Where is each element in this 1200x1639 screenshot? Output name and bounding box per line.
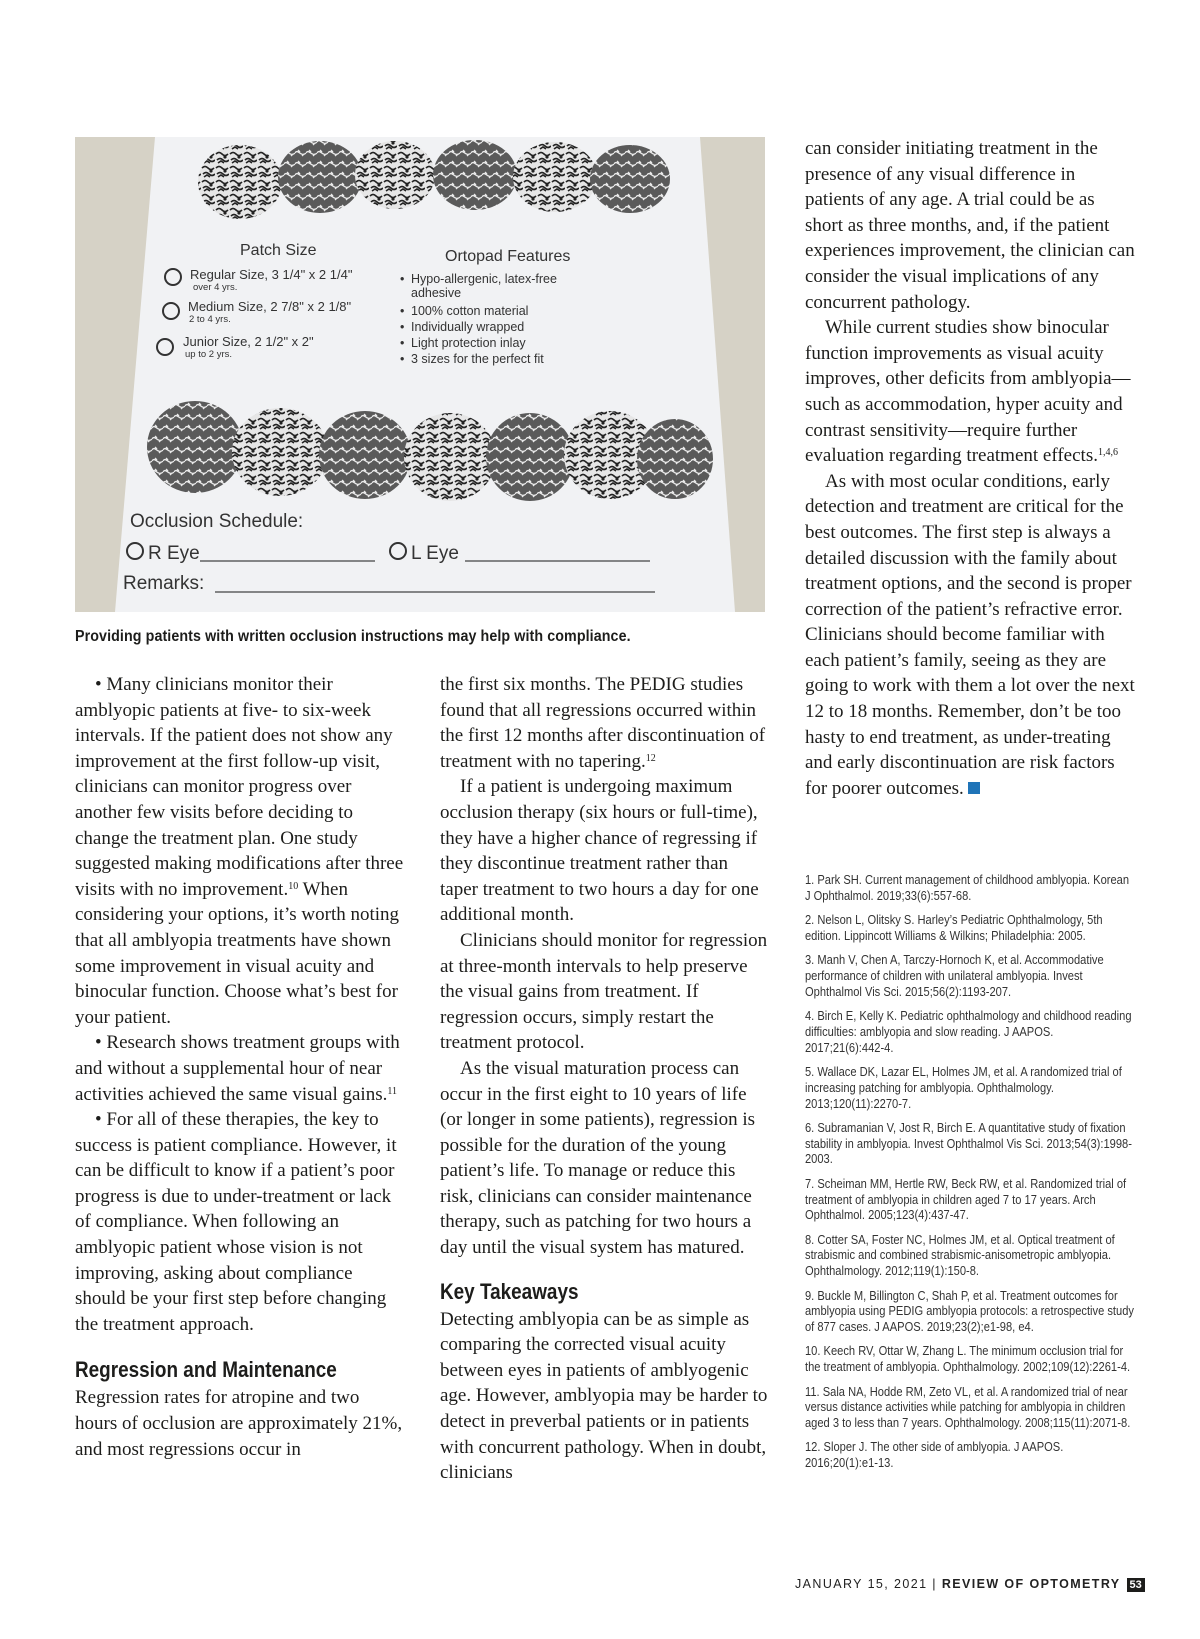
l-eye-label: L Eye: [411, 543, 459, 564]
feature-item: 3 sizes for the perfect fit: [411, 352, 544, 366]
footer-date: JANUARY 15, 2021 |: [795, 1577, 942, 1591]
paragraph: [75, 672, 405, 1030]
paragraph: If a patient is undergoing maximum occlusion therapy (six hours or full-time), they have a higher chance of regressing if they discontinue treatment rather than taper treatment to two hours a day for one additional month.: [440, 776, 759, 926]
feature-item: Individually wrapped: [411, 320, 525, 334]
feature-bullet: •: [400, 320, 405, 334]
paragraph: can consider initiating treatment in the presence of any visual difference in patients of any age. A trial could be as short as three months, and, if the patient experiences improvement, the clinician can consider the visual implications of any concurrent pathology.: [805, 138, 1135, 313]
citation: 1,4,6: [1097, 447, 1118, 459]
paragraph-text: • Many clinicians monitor their amblyopic patients at five- to six-week intervals. If the patient does not show any improvement at the first follow-up visit, clinicians can monitor progress over another few visits before deciding to change the treatment plan. One study suggested making modifications after three visits with no improvement.: [75, 674, 404, 900]
feature-bullet: •: [400, 352, 405, 366]
article-column-3: [805, 136, 1135, 801]
size-medium-age: 2 to 4 yrs.: [189, 314, 231, 325]
feature-item: 100% cotton material: [411, 304, 529, 318]
paragraph: • For all of these therapies, the key to success is patient compliance. However, it can be difficult to know if a patient’s poor progress is due to under-treatment or lack of compliance. When following an amblyopic patient whose vision is not improving, asking about compliance should be your first step before changing the treatment approach.: [75, 1109, 397, 1335]
reference-item: 5. Wallace DK, Lazar EL, Holmes JM, et al. A randomized trial of increasing patching for amblyopia. Ophthalmology. 2013;120(11):2270-7.: [805, 1064, 1122, 1111]
article-column-1: [75, 672, 405, 1462]
footer-publication: REVIEW OF OPTOMETRY: [941, 1577, 1121, 1591]
r-eye-label: R Eye: [148, 543, 200, 564]
photo-caption: Providing patients with written occlusion instructions may help with compliance.: [75, 628, 631, 645]
remarks-label: Remarks:: [123, 573, 205, 594]
reference-item: 3. Manh V, Chen A, Tarczy-Hornoch K, et al. Accommodative performance of children with unilateral amblyopia. Invest Ophthalmol Vis Sci. 2015;56(2):1193-207.: [805, 953, 1104, 999]
references-list: [805, 873, 1135, 1481]
feature-bullet: •: [400, 336, 405, 350]
feature-item: Hypo-allergenic, latex-free: [411, 272, 557, 286]
paragraph-text: While current studies show binocular function improvements as visual acuity improves, other deficits from amblyopia—such as accommodation, hyper acuity and contrast sensitivity—require further evaluation regarding treatment effects.: [805, 317, 1131, 467]
size-regular-age: over 4 yrs.: [193, 282, 238, 293]
section-heading-key-takeaways: Key Takeaways: [440, 1278, 579, 1304]
reference-item: 8. Cotter SA, Foster NC, Holmes JM, et al. Optical treatment of strabismic and combined strabismic-anisometropic amblyopia. Ophthalmology. 2012;119(1):150-8.: [805, 1232, 1115, 1279]
reference-item: 11. Sala NA, Hodde RM, Zeto VL, et al. A randomized trial of near versus distance activities while patching for amblyopia in children aged 3 to less than 7 years. Ophthalmology. 2008;115(11):2071-8.: [805, 1384, 1131, 1431]
feature-item: Light protection inlay: [411, 336, 526, 350]
article-column-2: [440, 672, 770, 1486]
size-medium-label: Medium Size, 2 7/8" x 2 1/8": [188, 299, 352, 314]
reference-item: 6. Subramanian V, Jost R, Birch E. A quantitative study of fixation stability in amblyopia. Invest Ophthalmol Vis Sci. 2013;54(3):1998-2003.: [805, 1120, 1132, 1167]
feature-bullet: •: [400, 304, 405, 318]
paragraph-text: the first six months. The PEDIG studies found that all regressions occurred within the first 12 months after discontinuation of treatment with no tapering.: [440, 674, 766, 772]
paragraph: [440, 672, 770, 774]
page-number: 53: [1127, 1578, 1145, 1592]
reference-item: 9. Buckle M, Billington C, Shah P, et al. Treatment outcomes for amblyopia using PEDIG amblyopia protocols: a retrospective study of 877 cases. J AAPOS. 2019;23(2);e1-98, e4.: [805, 1288, 1134, 1335]
reference-item: 1. Park SH. Current management of childhood amblyopia. Korean J Ophthalmol. 2019;33(6):557-68.: [805, 873, 1130, 903]
patch-size-title: Patch Size: [240, 242, 317, 259]
features-title: Ortopad Features: [445, 248, 571, 265]
page-footer: [795, 1577, 1145, 1592]
feature-bullet: •: [400, 272, 405, 286]
citation: 12: [645, 752, 656, 764]
citation: 10: [288, 880, 299, 892]
size-junior-label: Junior Size, 2 1/2" x 2": [183, 334, 314, 349]
occlusion-instructions-photo: [75, 137, 765, 612]
size-regular-label: Regular Size, 3 1/4" x 2 1/4": [190, 267, 353, 282]
paragraph-text: • Research shows treatment groups with and without a supplemental hour of near activities achieved the same visual gains.: [75, 1032, 400, 1105]
citation: 11: [387, 1085, 397, 1097]
paragraph: Regression rates for atropine and two hours of occlusion are approximately 21%, and most regressions occur in: [75, 1387, 403, 1460]
reference-item: 2. Nelson L, Olitsky S. Harley’s Pediatric Ophthalmology, 5th edition. Lippincott Williams & Wilkins; Philadelphia: 2005.: [805, 913, 1103, 943]
paragraph: [805, 469, 1135, 802]
occlusion-schedule-label: Occlusion Schedule:: [130, 511, 304, 532]
paragraph-text: When considering your options, it’s worth noting that all amblyopia treatments have shown some improvement in visual acuity and binocular function. Choose what’s best for your patient.: [75, 878, 400, 1028]
reference-item: 4. Birch E, Kelly K. Pediatric ophthalmology and childhood reading difficulties: amblyopia and slow reading. J AAPOS. 2017;21(6):442-4.: [805, 1009, 1132, 1055]
reference-item: 10. Keech RV, Ottar W, Zhang L. The minimum occlusion trial for the treatment of amblyopia. Ophthalmology. 2002;109(12):2261-4.: [805, 1344, 1131, 1375]
reference-item: 7. Scheiman MM, Hertle RW, Beck RW, et al. Randomized trial of treatment of amblyopia in children aged 7 to 17 years. Arch Ophthalmol. 2005;123(4):437-47.: [805, 1176, 1127, 1223]
feature-item: adhesive: [411, 286, 462, 300]
paragraph: Detecting amblyopia can be as simple as comparing the corrected visual acuity between eyes in patients of amblyogenic age. However, amblyopia may be harder to detect in preverbal patients or in patients with concurrent pathology. When in doubt, clinicians: [440, 1308, 768, 1484]
size-junior-age: up to 2 yrs.: [185, 349, 232, 360]
paragraph: Clinicians should monitor for regression at three-month intervals to help preserve the visual gains from treatment. If regression occurs, simply restart the treatment protocol.: [440, 929, 768, 1054]
reference-item: 12. Sloper J. The other side of amblyopia. J AAPOS. 2016;20(1):e1-13.: [805, 1440, 1064, 1471]
paragraph: As the visual maturation process can occur in the first eight to 10 years of life (or longer in some patients), regression is possible for the duration of the young patient’s life. To manage or reduce this risk, clinicians can consider maintenance therapy, such as patching for two hours a day until the visual system has matured.: [440, 1057, 756, 1259]
photo-illustration: [75, 137, 765, 612]
paragraph-text: As with most ocular conditions, early detection and treatment are critical for the best outcomes. The first step is always a detailed discussion with the family about treatment options, and the second is proper correction of the patient’s refractive error. Clinicians should become familiar with each patient’s family, seeing as they are going to work with them a lot over the next 12 to 18 months. Remember, don’t be too hasty to end treatment, as under-treating and early discontinuation are risk factors for poorer outcomes.: [805, 470, 1135, 799]
paragraph: [75, 1030, 405, 1107]
end-mark-icon: [968, 782, 980, 794]
paragraph: [805, 315, 1135, 469]
section-heading-regression: Regression and Maintenance: [75, 1357, 337, 1383]
